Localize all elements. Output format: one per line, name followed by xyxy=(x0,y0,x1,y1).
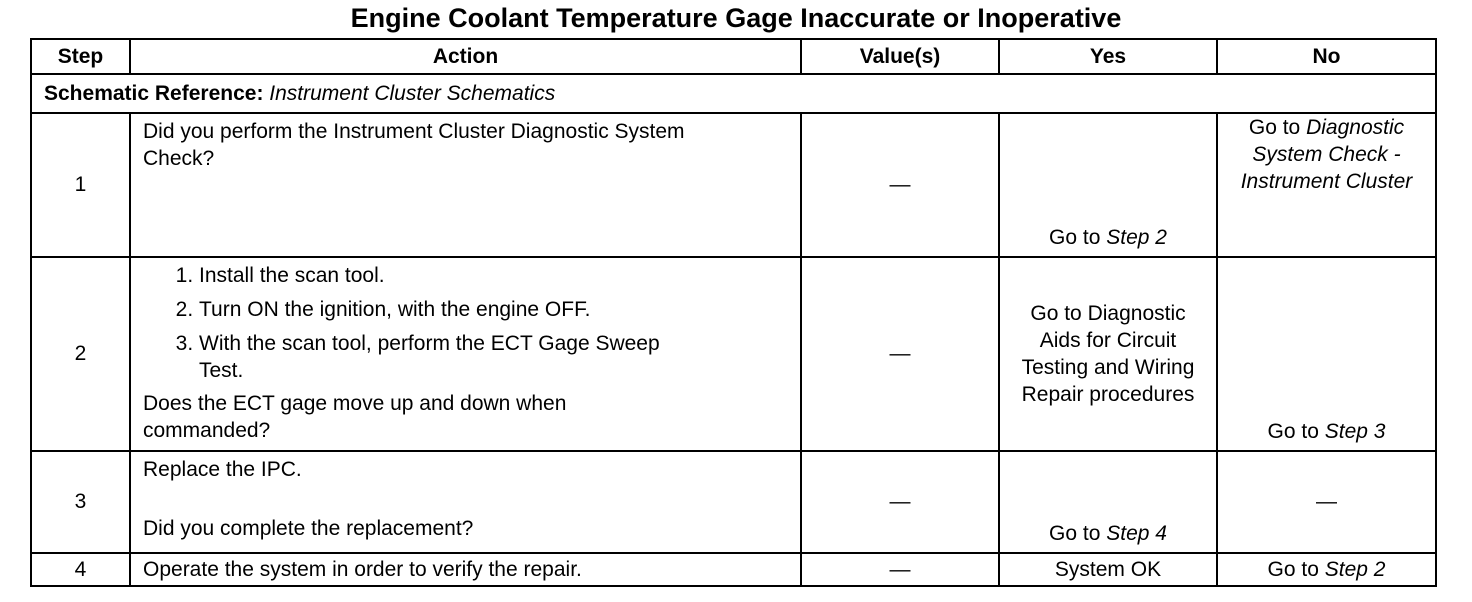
header-action: Action xyxy=(130,39,801,74)
no-link[interactable]: Diagnostic System Check - Instrument Cluster xyxy=(1240,116,1413,193)
step-number: 2 xyxy=(31,257,130,451)
action-text xyxy=(130,451,801,553)
values-cell xyxy=(801,113,999,257)
yes-cell xyxy=(999,113,1217,257)
step-number: 3 xyxy=(31,451,130,553)
yes-result[interactable]: Go to Diagnostic Aids for Circuit Testing and Wiring Repair procedures xyxy=(1021,302,1195,406)
schematic-row xyxy=(31,74,1436,113)
yes-step-link[interactable]: Step 2 xyxy=(1106,226,1167,249)
action-text xyxy=(130,257,801,451)
table-row xyxy=(31,113,1436,257)
no-prefix: Go to xyxy=(1248,116,1301,139)
no-prefix: Go to xyxy=(1267,420,1319,443)
dash: — xyxy=(889,490,911,513)
no-step-link[interactable]: Step 3 xyxy=(1324,420,1386,443)
action-steps-list xyxy=(143,262,790,384)
yes-prefix: Go to xyxy=(1049,226,1101,249)
header-row xyxy=(31,39,1436,74)
list-item: 1. Install the scan tool. xyxy=(199,262,790,289)
action-top-text: Replace the IPC. xyxy=(143,458,302,481)
dash: — xyxy=(889,557,911,581)
schematic-reference xyxy=(31,74,1436,113)
step-number: 1 xyxy=(31,113,130,257)
yes-cell xyxy=(999,257,1217,451)
dash: — xyxy=(889,342,911,365)
yes-result xyxy=(1000,522,1216,546)
table-row xyxy=(31,553,1436,586)
no-cell xyxy=(1217,257,1436,451)
table-row xyxy=(31,451,1436,553)
action-question: Did you complete the replacement? xyxy=(143,517,474,540)
diagnostic-table xyxy=(30,38,1437,587)
list-item: 3. With the scan tool, perform the ECT Gage Sweep Test. xyxy=(199,330,790,384)
yes-result xyxy=(1000,226,1216,250)
no-result xyxy=(1218,420,1435,444)
dash: — xyxy=(1316,490,1337,513)
values-cell xyxy=(801,553,999,586)
header-values: Value(s) xyxy=(801,39,999,74)
page-title: Engine Coolant Temperature Gage Inaccurate or Inoperative xyxy=(350,3,1122,33)
action-text: Did you perform the Instrument Cluster Diagnostic System Check? xyxy=(130,113,801,257)
yes-prefix: Go to xyxy=(1049,522,1101,545)
yes-step-link[interactable]: Step 4 xyxy=(1106,522,1167,545)
values-cell xyxy=(801,257,999,451)
schematic-label: Schematic Reference: xyxy=(44,81,264,105)
values-cell xyxy=(801,451,999,553)
no-step-link[interactable]: Step 2 xyxy=(1324,557,1386,581)
schematic-link[interactable]: Instrument Cluster Schematics xyxy=(269,81,556,105)
list-item: 2. Turn ON the ignition, with the engine OFF. xyxy=(199,296,790,323)
yes-cell xyxy=(999,451,1217,553)
no-cell xyxy=(1217,451,1436,553)
table-row xyxy=(31,257,1436,451)
action-question: Does the ECT gage move up and down when commanded? xyxy=(143,392,567,442)
no-prefix: Go to xyxy=(1267,557,1319,581)
yes-cell: System OK xyxy=(999,553,1217,586)
header-step: Step xyxy=(31,39,130,74)
no-cell xyxy=(1217,113,1436,257)
header-yes: Yes xyxy=(999,39,1217,74)
header-no: No xyxy=(1217,39,1436,74)
step-number: 4 xyxy=(31,553,130,586)
action-text: Operate the system in order to verify the repair. xyxy=(130,553,801,586)
no-cell xyxy=(1217,553,1436,586)
dash: — xyxy=(889,173,911,196)
